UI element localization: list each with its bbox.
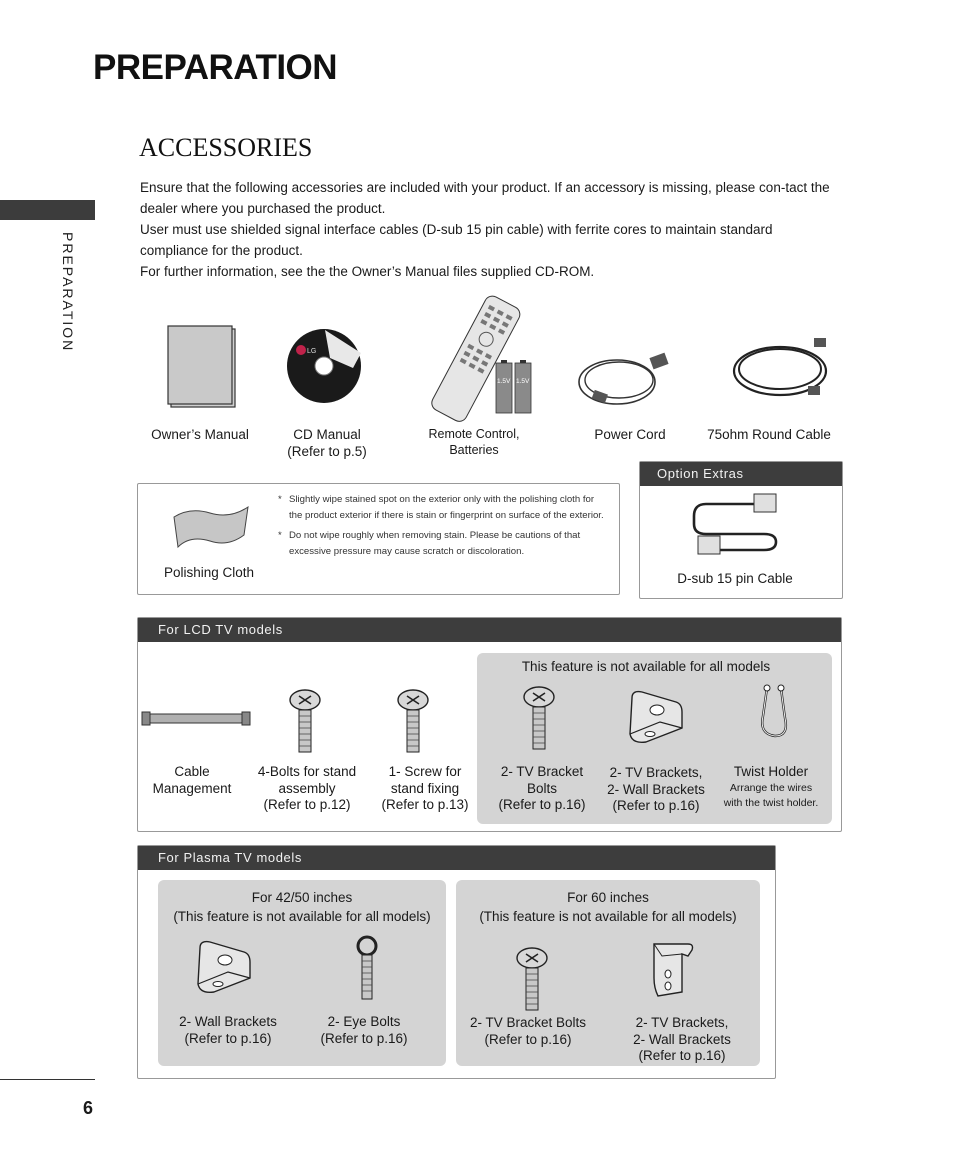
intro-paragraph: Ensure that the following accessories are included with your product. If an accessory is missing, please con-tact the dealer where you purchased the product.: [140, 180, 830, 216]
owners-manual-label: Owner’s Manual: [151, 427, 249, 442]
cd-manual-image: [285, 328, 365, 406]
plasma-tv-brackets-ref: (Refer to p.16): [638, 1048, 726, 1063]
battery-label: 1.5V: [497, 378, 511, 385]
stand-screw-line: 1- Screw for: [388, 764, 462, 779]
stand-screw-icon: [396, 688, 430, 754]
twist-holder-title: Twist Holder: [733, 764, 809, 779]
plasma-wall-brackets-line: 2- Wall Brackets: [179, 1014, 277, 1029]
twist-holder-note: Arrange the wires: [729, 781, 813, 794]
remote-control-title: Remote Control,: [428, 427, 520, 441]
tv-bracket-bolt-icon: [515, 946, 549, 1012]
cd-manual-ref: (Refer to p.5): [287, 443, 367, 459]
note-item: * Do not wipe roughly when removing stain. Please be cautions of that excessive pressure may cause scratch or discoloration.: [278, 530, 581, 557]
option-extras-header: Option Extras: [640, 462, 842, 486]
twist-holder-label: [712, 764, 830, 811]
note-text: Do not wipe roughly when removing stain. Please be cautions of that excessive pressure may cause scratch or discoloration.: [289, 530, 581, 557]
intro-paragraph: User must use shielded signal interface cables (D-sub 15 pin cable) with ferrite cores to maintain standard compliance for the product.: [140, 222, 773, 258]
plasma-tv-brackets-line: 2- Wall Brackets: [633, 1031, 731, 1047]
wall-bracket-icon: [624, 688, 688, 746]
page-number: 6: [83, 1098, 94, 1118]
note-item: * Slightly wipe stained spot on the exterior only with the polishing cloth for the product exterior if there is stain or fingerprint on surface of the exterior.: [278, 494, 604, 521]
plasma-60-title: [456, 890, 760, 925]
cable-management-image: [142, 710, 250, 728]
tv-bracket-bolts-ref: (Refer to p.16): [498, 797, 586, 812]
sidebar-tab-bar: [0, 200, 95, 220]
tv-bracket-bolts-line: Bolts: [526, 780, 557, 796]
round-cable-image: [730, 336, 830, 402]
round-cable-label: 75ohm Round Cable: [707, 427, 831, 442]
power-cord-image: [575, 350, 675, 412]
batteries-title: Batteries: [449, 443, 499, 457]
battery-icon: [496, 360, 512, 415]
intro-paragraph: For further information, see the the Owner’s Manual files supplied CD-ROM.: [140, 264, 595, 279]
stand-screw-ref: (Refer to p.13): [381, 797, 469, 812]
plasma-eye-bolts-ref: (Refer to p.16): [320, 1030, 408, 1046]
plasma-eye-bolts-line: 2- Eye Bolts: [327, 1014, 401, 1029]
plasma-42-50-note: (This feature is not available for all models): [173, 908, 431, 924]
tv-brackets-line: 2- Wall Brackets: [607, 781, 705, 797]
cable-management-line: Cable: [174, 764, 210, 779]
battery-icon: [515, 360, 531, 415]
plasma-tv-bracket-bolts-line: 2- TV Bracket Bolts: [469, 1015, 587, 1030]
plasma-wall-brackets-ref: (Refer to p.16): [184, 1030, 272, 1046]
sidebar-tab-label: PREPARATION: [60, 232, 76, 353]
cloth-notes: [278, 492, 610, 564]
twist-holder-note: with the twist holder.: [723, 796, 819, 809]
intro-text: [140, 178, 840, 284]
polishing-cloth-image: [170, 503, 252, 551]
power-cord-label: Power Cord: [594, 427, 666, 442]
note-text: Slightly wipe stained spot on the exterior only with the polishing cloth for the product exterior if there is stain or fingerprint on surface of the exterior.: [289, 494, 604, 521]
dsub-cable-label: D-sub 15 pin Cable: [677, 571, 793, 586]
plasma-tv-bracket-bolts-label: [460, 1015, 596, 1048]
plasma-42-50-size: For 42/50 inches: [251, 890, 353, 905]
cd-manual-label: [270, 427, 384, 460]
page-title: PREPARATION: [93, 48, 338, 87]
tv-brackets-label: [600, 765, 712, 815]
stand-bolts-line: assembly: [278, 780, 336, 796]
stand-screw-label: [370, 764, 480, 814]
section-title: ACCESSORIES: [139, 133, 313, 162]
plasma-wall-brackets-label: [166, 1014, 290, 1047]
stand-bolts-label: [246, 764, 368, 814]
dsub-cable-image: [692, 490, 780, 558]
cable-management-line: Management: [152, 780, 232, 796]
plasma-42-50-title: [158, 890, 446, 925]
battery-label: 1.5V: [516, 378, 530, 385]
stand-bolts-line: 4-Bolts for stand: [257, 764, 357, 779]
stand-screw-line: stand fixing: [390, 780, 460, 796]
svg-text:LG: LG: [307, 348, 317, 355]
eye-bolt-icon: [352, 935, 382, 1001]
plasma-60-size: For 60 inches: [567, 890, 649, 905]
cable-management-label: [140, 764, 244, 797]
tv-bracket-bolts-label: [486, 764, 598, 814]
owners-manual-image: [168, 326, 238, 410]
lcd-models-header: For LCD TV models: [138, 618, 841, 642]
tv-bracket-bolt-icon: [522, 685, 556, 751]
tv-bracket-icon: [648, 938, 696, 1000]
remote-control-label: [409, 426, 539, 458]
twist-holder-icon: [757, 684, 793, 740]
plasma-models-header: For Plasma TV models: [138, 846, 775, 870]
lcd-not-available-note: This feature is not available for all models: [521, 659, 771, 674]
plasma-60-note: (This feature is not available for all models): [479, 908, 737, 924]
tv-brackets-ref: (Refer to p.16): [612, 798, 700, 813]
stand-bolts-ref: (Refer to p.12): [263, 797, 351, 812]
footer-rule: [0, 1079, 95, 1080]
polishing-cloth-label: Polishing Cloth: [163, 565, 255, 580]
plasma-tv-brackets-line: 2- TV Brackets,: [635, 1015, 729, 1030]
tv-bracket-bolts-line: 2- TV Bracket: [500, 764, 584, 779]
stand-bolt-icon: [288, 688, 322, 754]
cd-manual-title: CD Manual: [293, 427, 361, 442]
wall-bracket-icon: [192, 938, 256, 996]
plasma-tv-brackets-label: [620, 1015, 744, 1065]
plasma-tv-bracket-bolts-ref: (Refer to p.16): [484, 1031, 572, 1047]
tv-brackets-line: 2- TV Brackets,: [609, 765, 703, 780]
plasma-eye-bolts-label: [305, 1014, 423, 1047]
